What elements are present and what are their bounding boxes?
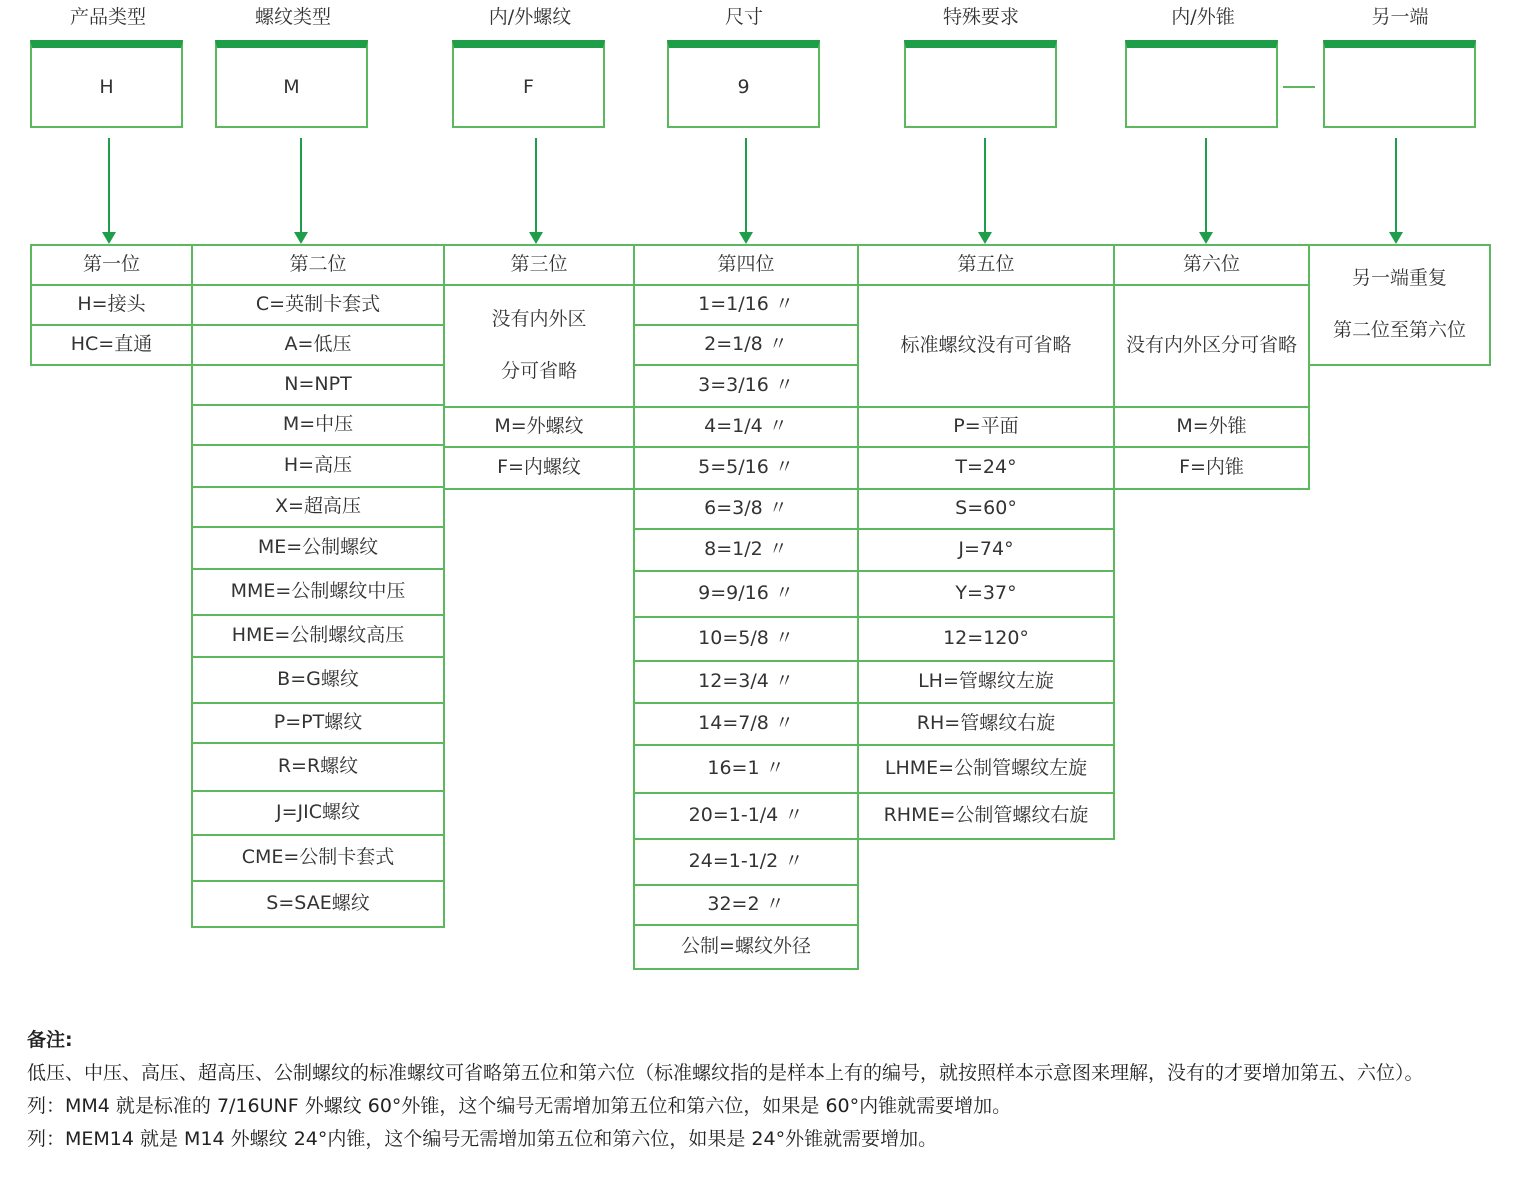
col4-cell: 8=1/2 〃 [633, 528, 859, 572]
arrow-1-line [108, 138, 110, 234]
arrow-4-line [745, 138, 747, 234]
arrow-6-line [1205, 138, 1207, 234]
code-box-2: M [215, 40, 368, 128]
col5-cell: RHME=公制管螺纹右旋 [857, 792, 1115, 840]
col6-cell: M=外锥 [1113, 406, 1310, 448]
code-box-6 [1125, 40, 1278, 128]
header-product-type: 产品类型 [69, 6, 146, 28]
notes-line: 低压、中压、高压、超高压、公制螺纹的标准螺纹可省略第五位和第六位（标准螺纹指的是样本上有的编号，就按照样本示意图来理解，没有的才要增加第五、六位）。 [27, 1062, 1424, 1084]
col4-cell: 1=1/16 〃 [633, 284, 859, 326]
cell-line: 第二位至第六位 [1332, 319, 1466, 341]
col2-cell: X=超高压 [191, 486, 445, 528]
arrow-3-line [535, 138, 537, 234]
cell-line: 没有内外区 [491, 308, 587, 331]
arrow-2-line [300, 138, 302, 234]
col1-title: 第一位 [30, 244, 193, 286]
col6-title: 第六位 [1113, 244, 1310, 286]
col4-cell: 5=5/16 〃 [633, 446, 859, 490]
cell-line: 分可省略 [500, 360, 577, 382]
col4-cell: 9=9/16 〃 [633, 570, 859, 618]
col3-cell: M=外螺纹 [443, 406, 635, 448]
col2-cell: S=SAE螺纹 [191, 880, 445, 928]
header-other-end: 另一端 [1371, 6, 1429, 28]
col2-cell: C=英制卡套式 [191, 284, 445, 326]
col3-cell-omit [443, 284, 635, 408]
col3-cell: F=内螺纹 [443, 446, 635, 490]
header-thread-type: 螺纹类型 [254, 6, 331, 28]
col2-cell: J=JIC螺纹 [191, 790, 445, 836]
col5-cell: LHME=公制管螺纹左旋 [857, 744, 1115, 794]
col2-cell: A=低压 [191, 324, 445, 366]
header-size: 尺寸 [724, 6, 763, 28]
separator-dash [1283, 86, 1315, 88]
col2-cell: CME=公制卡套式 [191, 834, 445, 882]
col4-cell: 6=3/8 〃 [633, 488, 859, 530]
col5-cell: RH=管螺纹右旋 [857, 702, 1115, 746]
col4-cell: 24=1-1/2 〃 [633, 838, 859, 886]
col4-cell: 12=3/4 〃 [633, 660, 859, 704]
code-box-1: H [30, 40, 183, 128]
col6-cell: F=内锥 [1113, 446, 1310, 490]
col5-cell: P=平面 [857, 406, 1115, 448]
col2-cell: N=NPT [191, 364, 445, 406]
col4-cell: 公制=螺纹外径 [633, 924, 859, 970]
arrow-3-head [529, 232, 543, 244]
col5-cell: T=24° [857, 446, 1115, 490]
col3-title: 第三位 [443, 244, 635, 286]
col2-cell: B=G螺纹 [191, 656, 445, 704]
col5-cell: LH=管螺纹左旋 [857, 660, 1115, 704]
col5-cell: J=74° [857, 528, 1115, 572]
col1-cell: H=接头 [30, 284, 193, 326]
col5-cell-omit: 标准螺纹没有可省略 [857, 284, 1115, 408]
header-inner-outer-thread: 内/外螺纹 [488, 6, 572, 28]
notes-line: 列：MM4 就是标准的 7/16UNF 外螺纹 60°外锥，这个编号无需增加第五位和第六位，如果是 60°内锥就需要增加。 [27, 1095, 1012, 1117]
col5-title: 第五位 [857, 244, 1115, 286]
col2-cell: HME=公制螺纹高压 [191, 614, 445, 658]
col2-title: 第二位 [191, 244, 445, 286]
col5-cell: Y=37° [857, 570, 1115, 618]
col2-cell: MME=公制螺纹中压 [191, 568, 445, 616]
col4-cell: 16=1 〃 [633, 744, 859, 794]
arrow-5-head [978, 232, 992, 244]
col2-cell: M=中压 [191, 404, 445, 446]
arrow-7-line [1395, 138, 1397, 234]
code-box-7 [1323, 40, 1476, 128]
col1-cell: HC=直通 [30, 324, 193, 366]
col4-cell: 4=1/4 〃 [633, 406, 859, 448]
col4-cell: 2=1/8 〃 [633, 324, 859, 366]
col2-cell: P=PT螺纹 [191, 702, 445, 744]
code-box-5 [904, 40, 1057, 128]
col2-cell: ME=公制螺纹 [191, 526, 445, 570]
cell-line: 另一端重复 [1351, 267, 1447, 290]
col4-cell: 14=7/8 〃 [633, 702, 859, 746]
arrow-7-head [1389, 232, 1403, 244]
arrow-4-head [739, 232, 753, 244]
arrow-5-line [984, 138, 986, 234]
col2-cell: R=R螺纹 [191, 742, 445, 792]
arrow-1-head [102, 232, 116, 244]
col4-cell: 20=1-1/4 〃 [633, 792, 859, 840]
notes-heading: 备注: [27, 1029, 73, 1051]
col5-cell: S=60° [857, 488, 1115, 530]
col7-repeat-note [1308, 244, 1491, 366]
col4-cell: 32=2 〃 [633, 884, 859, 926]
arrow-2-head [294, 232, 308, 244]
notes-line: 列：MEM14 就是 M14 外螺纹 24°内锥，这个编号无需增加第五位和第六位，如果是 24°外锥就需要增加。 [27, 1128, 938, 1150]
col5-cell: 12=120° [857, 616, 1115, 662]
col4-title: 第四位 [633, 244, 859, 286]
code-box-4: 9 [667, 40, 820, 128]
col2-cell: H=高压 [191, 444, 445, 488]
arrow-6-head [1199, 232, 1213, 244]
notes-section [27, 1024, 1502, 1156]
header-inner-outer-cone: 内/外锥 [1171, 6, 1235, 28]
col6-cell-omit: 没有内外区分可省略 [1113, 284, 1310, 408]
code-box-3: F [452, 40, 605, 128]
header-special-req: 特殊要求 [942, 6, 1019, 28]
col4-cell: 10=5/8 〃 [633, 616, 859, 662]
col4-cell: 3=3/16 〃 [633, 364, 859, 408]
